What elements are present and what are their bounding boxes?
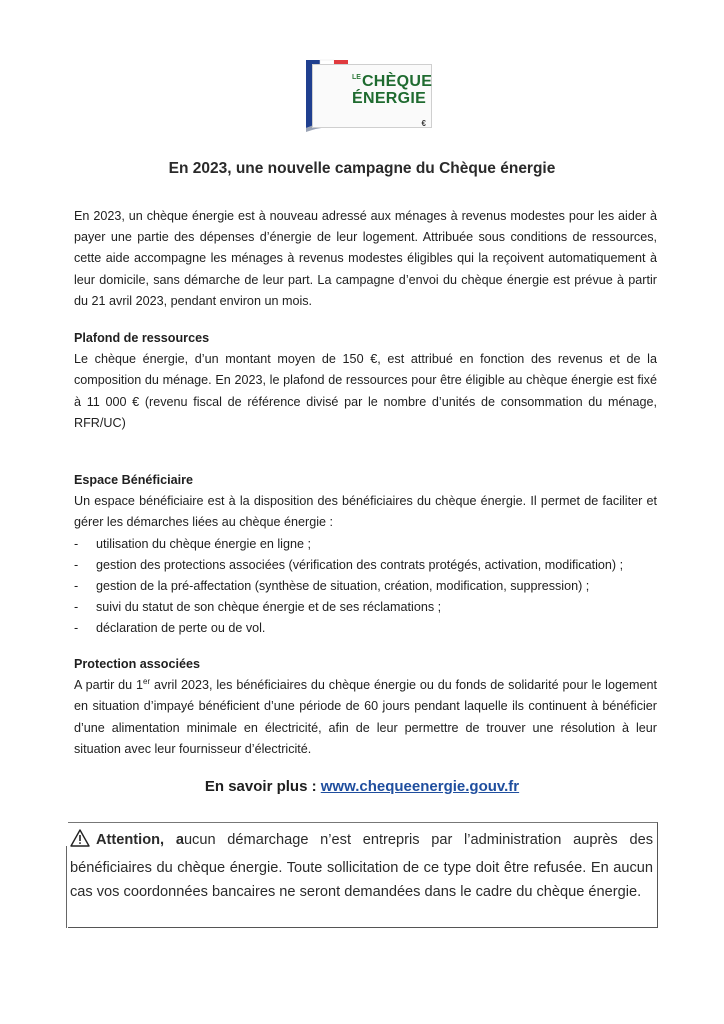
intro-paragraph: En 2023, un chèque énergie est à nouveau adressé aux ménages à revenus modestes pour les aider à payer une partie des dépenses d’énergie de leur logement. Attribuée sous conditions de ressources, cette aide accompagne les ménages à revenus modestes éligibles qui la reçoivent automatiquement à leur domicile, sans démarche de leur part. La campagne d’envoi du chèque énergie est prévue à partir du 21 avril 2023, pendant environ un mois. <box>74 209 657 308</box>
list-item: - gestion des protections associées (vérification des contrats protégés, activation, modification) ; <box>74 555 657 576</box>
list-item: - utilisation du chèque énergie en ligne ; <box>74 534 657 555</box>
plafond-text: Le chèque énergie, d’un montant moyen de 150 €, est attribué en fonction des revenus et de la composition du ménage. En 2023, le plafond de ressources pour être éligible au chèque énergie est fixé à 11 000 € (revenu fiscal de référence divisé par le nombre d’unités de consommation du ménage, RFR/UC) <box>74 352 657 430</box>
list-item: - déclaration de perte ou de vol. <box>74 618 657 639</box>
attention-box <box>68 822 658 928</box>
logo-euro-sign: € <box>421 119 426 128</box>
website-link[interactable]: www.chequeenergie.gouv.fr <box>320 778 520 795</box>
attention-label: Attention, a <box>96 832 184 848</box>
attention-box-left-border <box>66 846 67 928</box>
protection-text: A partir du 1er avril 2023, les bénéficiaires du chèque énergie ou du fonds de solidarité pour le logement en situation d’impayé bénéficient d’une période de 60 jours pendant laquelle ils continuent à bénéficier d’une alimentation minimale en électricité, afin de leur permettre de trouver une résolution à leur situation avec leur fournisseur d’électricité. <box>74 677 657 756</box>
cheque-energie-logo <box>300 58 434 132</box>
plafond-heading: Plafond de ressources <box>74 331 210 345</box>
more-info-label: En savoir plus : <box>204 778 321 795</box>
warning-triangle-icon <box>70 829 90 856</box>
protection-section <box>74 654 657 760</box>
espace-list <box>74 534 657 640</box>
list-item: - gestion de la pré-affectation (synthèse de situation, création, modification, suppression) ; <box>74 576 657 597</box>
plafond-section <box>74 328 657 434</box>
espace-heading: Espace Bénéficiaire <box>74 473 194 487</box>
protection-heading: Protection associées <box>74 657 200 671</box>
espace-text: Un espace bénéficiaire est à la disposition des bénéficiaires du chèque énergie. Il permet de faciliter et gérer les démarches liées au chèque énergie : <box>74 494 657 530</box>
list-item: - suivi du statut de son chèque énergie et de ses réclamations ; <box>74 597 657 618</box>
page-title: En 2023, une nouvelle campagne du Chèque énergie <box>168 160 556 177</box>
more-info-line <box>0 778 724 795</box>
espace-section <box>74 470 657 640</box>
attention-text: ucun démarchage n’est entrepris par l’administration auprès des bénéficiaires du chèque énergie. Toute sollicitation de ce type doit être refusée. En aucun cas vos coordonnées bancaires ne seront demandées dans le cadre du chèque énergie. <box>70 832 653 900</box>
logo-wordmark: $^{LE}$CHÈQUE ÉNERGIE <box>352 73 433 107</box>
